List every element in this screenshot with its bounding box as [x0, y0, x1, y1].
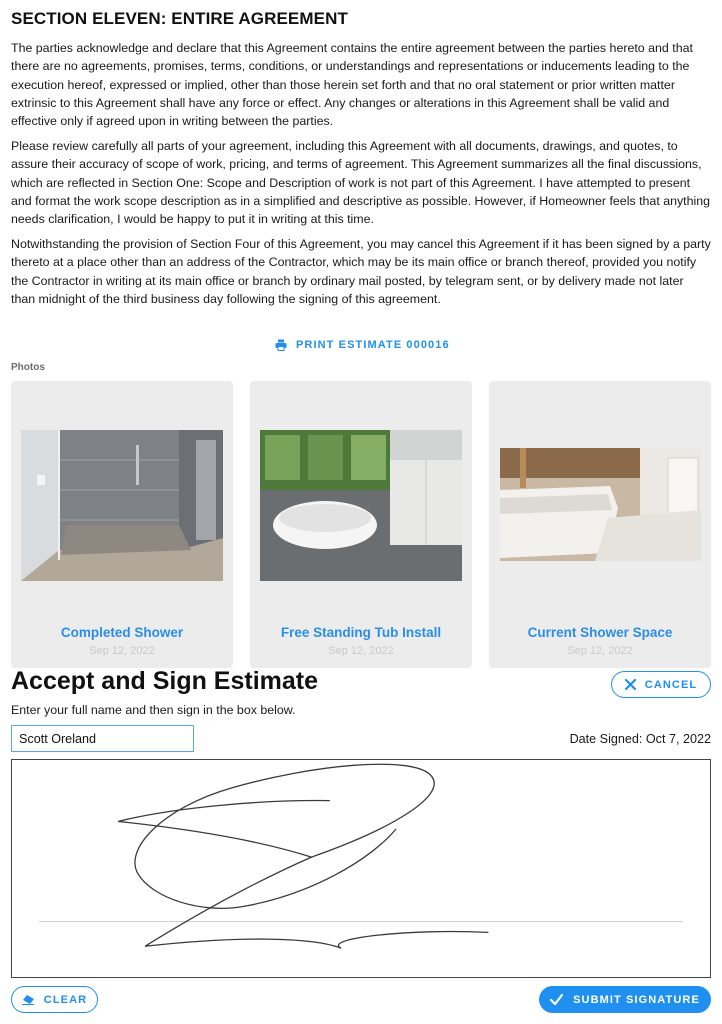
photo-card[interactable] — [250, 381, 472, 668]
printer-icon — [275, 339, 287, 351]
clear-button[interactable] — [11, 986, 98, 1013]
print-estimate-link[interactable] — [275, 339, 450, 351]
photo-caption: Free Standing Tub Install — [280, 625, 442, 640]
close-icon — [625, 679, 636, 690]
submit-signature-button[interactable] — [539, 986, 711, 1013]
current-shower-space-photo — [500, 448, 701, 561]
clear-label: CLEAR — [43, 993, 88, 1006]
accept-sign-title: Accept and Sign Estimate — [11, 667, 319, 695]
eraser-icon — [22, 994, 35, 1005]
photo-caption: Current Shower Space — [527, 625, 673, 640]
signature-drawing — [12, 760, 710, 977]
cancel-button[interactable] — [611, 671, 711, 698]
photo-date: Sep 12, 2022 — [89, 645, 155, 657]
full-name-input[interactable] — [11, 725, 194, 752]
photo-date: Sep 12, 2022 — [328, 645, 394, 657]
photo-card[interactable] — [11, 381, 233, 668]
free-standing-tub-photo — [260, 430, 462, 581]
completed-shower-photo — [21, 430, 223, 581]
section-title: SECTION ELEVEN: ENTIRE AGREEMENT — [11, 9, 348, 28]
agreement-paragraph: Notwithstanding the provision of Section Four of this Agreement, you may cancel this Agreement if it has been signed by a party thereto at a place other than an address of the Contractor, which may be its main office or branch thereof, provided you notify the Contractor in writing at its main office or branch by ordinary mail posted, by telegram sent, or by delivery made not later than midnight of the third business day following the signing of this agreement. — [11, 237, 711, 306]
checkmark-icon — [550, 994, 563, 1005]
submit-signature-label: SUBMIT SIGNATURE — [573, 993, 700, 1006]
photo-caption: Completed Shower — [60, 625, 184, 640]
cancel-label: CANCEL — [644, 678, 698, 691]
sign-instructions: Enter your full name and then sign in the box below. — [11, 703, 296, 717]
photo-date: Sep 12, 2022 — [567, 645, 633, 657]
date-signed: Date Signed: Oct 7, 2022 — [569, 732, 711, 746]
photo-card[interactable] — [489, 381, 711, 668]
print-estimate-label: PRINT ESTIMATE 000016 — [296, 339, 450, 351]
signature-pad[interactable] — [11, 759, 711, 978]
photos-label: Photos — [11, 362, 45, 373]
agreement-paragraph: Please review carefully all parts of your agreement, including this Agreement with all documents, drawings, and quotes, to assure their accuracy of scope of work, pricing, and terms of agreement. This Agreement summarizes all the final discussions, which are reflected in Section One: Scope and Description of work is not part of this Agreement. I have attempted to present and format the work scope description as in a simplified and descriptive as possible. However, if Homeowner feels that anything needs clarification, I would be happy to put it in writing at this time. — [11, 139, 711, 227]
agreement-paragraph: The parties acknowledge and declare that this Agreement contains the entire agreement between the parties hereto and that there are no agreements, promises, terms, conditions, or understandings and representations or inducements leading to the execution hereof, expressed or implied, other than those herein set forth and that no oral statement or prior written matter extrinsic to this Agreement shall have any force or effect. Any changes or alterations in this Agreement shall be valid and effective only if agreed upon in writing between the parties. — [11, 41, 693, 129]
